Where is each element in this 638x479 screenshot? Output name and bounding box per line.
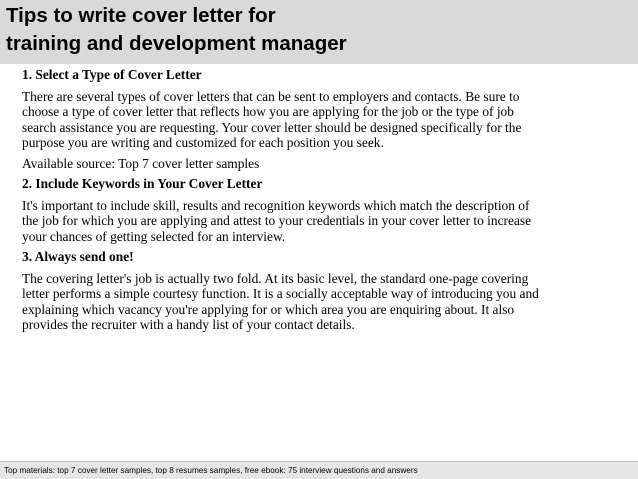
text-line: letter performs a simple courtesy function. It is a socially acceptable way of introducing you and [22,286,539,301]
paragraph [22,271,612,333]
paragraph [22,198,612,245]
text-line: search assistance you are requesting. Your cover letter should be designed specifically for the [22,119,522,135]
slide-title-line: training and development manager [6,32,347,55]
text-line: purpose you are writing and customized for each position you seek. [22,135,384,150]
slide-title [6,2,626,58]
section-heading: 2. Include Keywords in Your Cover Letter [22,176,263,191]
section-heading: 1. Select a Type of Cover Letter [22,67,202,82]
slide-title-line: Tips to write cover letter for [6,4,276,27]
footer-text: Top materials: top 7 cover letter samples, top 8 resumes samples, free ebook: 75 interview questions and answers [4,466,418,475]
text-line: There are several types of cover letters that can be sent to employers and contacts. Be sure to [22,88,520,104]
text-line: the job for which you are applying and attest to your credentials in your cover letter to increase [22,213,532,228]
paragraph [22,156,612,172]
text-line: explaining which vacancy you're applying for or which area you are enquiring about. It also [22,301,515,317]
footer-bar [0,462,638,479]
text-line: your chances of getting selected for an interview. [22,228,286,244]
title-band [0,0,638,64]
text-line: It's important to include skill, results and recognition keywords which match the description of [22,197,530,213]
section-heading: 3. Always send one! [22,249,134,264]
text-line: provides the recruiter with a handy list of your contact details. [22,317,355,332]
available-source-line: Available source: Top 7 cover letter samples [22,155,260,171]
slide-content [22,67,612,338]
paragraph [22,89,612,151]
text-line: choose a type of cover letter that reflects how you are applying for the job or the type of job [22,104,514,119]
text-line: The covering letter's job is actually two fold. At its basic level, the standard one-page covering [22,270,529,286]
